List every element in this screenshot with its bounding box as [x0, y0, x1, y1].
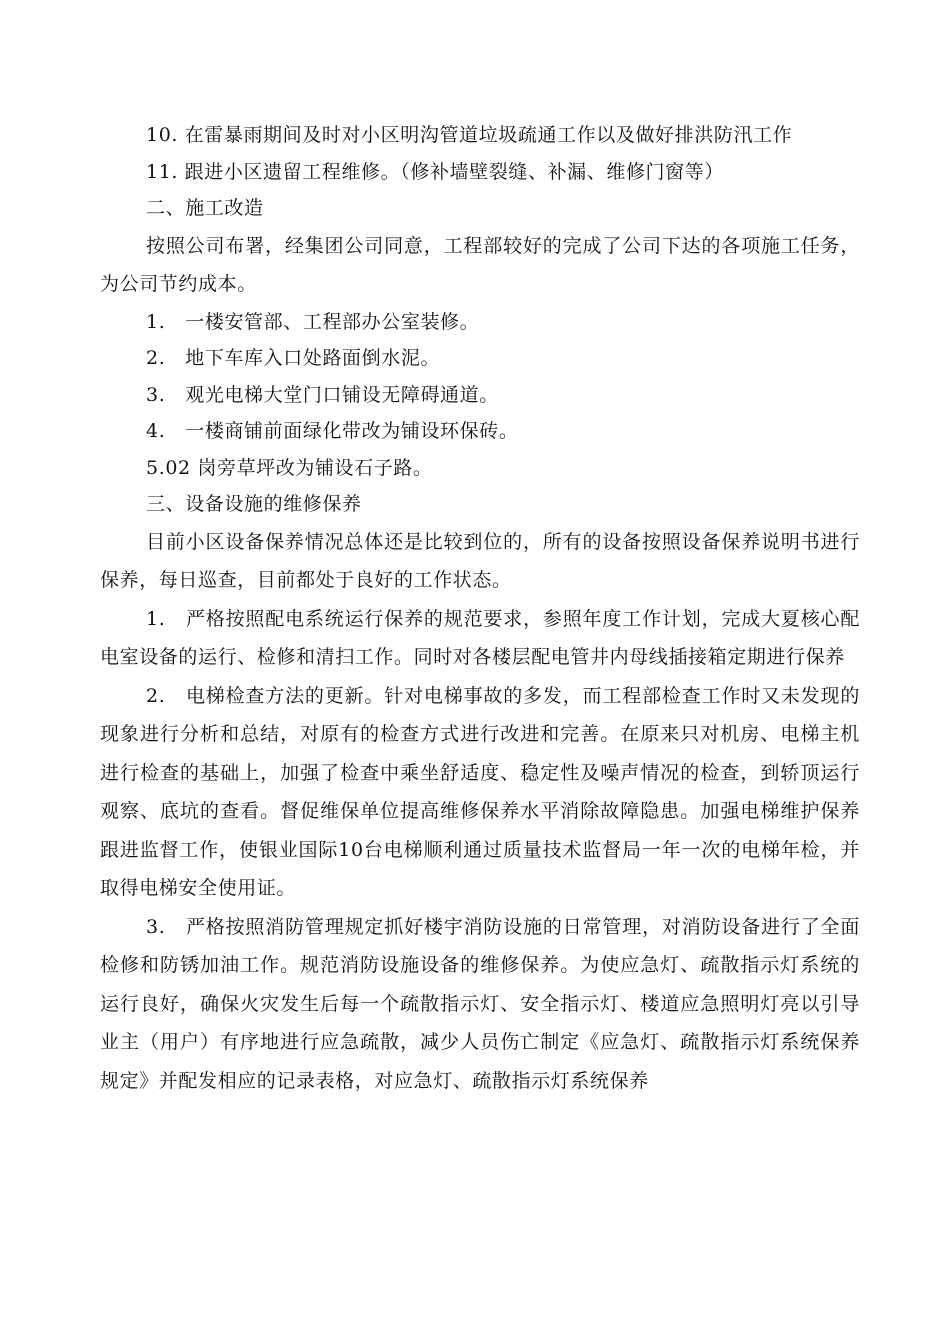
list-item: 5.02 岗旁草坪改为铺设石子路。	[146, 456, 433, 479]
list-item: 1. 一楼安管部、工程部办公室装修。	[146, 310, 480, 333]
paragraph-equipment: 目前小区设备保养情况总体还是比较到位的，所有的设备按照设备保养说明书进行保养，每日巡查，目前都处于良好的工作状态。	[100, 530, 860, 591]
list-item: 4. 一楼商铺前面绿化带改为铺设环保砖。	[146, 420, 519, 442]
paragraph-item-3: 3. 严格按照消防管理规定抓好楼宇消防设施的日常管理，对消防设备进行了全面检修和防锈加油工作。规范消防设施设备的维修保养。为使应急灯、疏散指示灯系统的运行良好，确保火灾发生后每一个疏散指示灯、安全指示灯、楼道应急照明灯亮以引导业主（用户）有序地进行应急疏散，减少人员伤亡制定《应急灯、疏散指示灯系统保养规定》并配发相应的记录表格，对应急灯、疏散指示灯系统保养	[100, 915, 860, 1092]
intro-lines	[100, 117, 860, 227]
paragraph-item-1: 1. 严格按照配电系统运行保养的规范要求，参照年度工作计划，完成大夏核心配电室设备的运行、检修和清扫工作。同时对各楼层配电管井内母线插接箱定期进行保养	[100, 607, 860, 668]
construction-list	[100, 304, 860, 523]
document-body	[100, 117, 860, 1100]
list-item: 2. 地下车库入口处路面倒水泥。	[146, 347, 441, 369]
list-item: 3. 观光电梯大堂门口铺设无障碍通道。	[146, 383, 499, 406]
list-item: 10. 在雷暴雨期间及时对小区明沟管道垃圾疏通工作以及做好排洪防汛工作	[146, 124, 793, 146]
paragraph-item-2: 2. 电梯检查方法的更新。针对电梯事故的多发，而工程部检查工作时又未发现的现象进行分析和总结，对原有的检查方式进行改进和完善。在原来只对机房、电梯主机进行检查的基础上，加强了检查中乘坐舒适度、稳定性及噪声情况的检查，到轿顶运行观察、底坑的查看。督促维保单位提高维修保养水平消除故障隐患。加强电梯维护保养跟进监督工作，使银业国际10台电梯顺利通过质量技术监督局一年一次的电梯年检，并取得电梯安全使用证。	[100, 684, 860, 899]
paragraph-construction: 按照公司布署，经集团公司同意，工程部较好的完成了公司下达的各项施工任务，为公司节约成本。	[100, 234, 860, 295]
list-item: 11. 跟进小区遗留工程维修。（修补墙壁裂缝、补漏、维修门窗等）	[146, 160, 724, 183]
section-heading: 二、施工改造	[146, 197, 264, 219]
section-heading: 三、设备设施的维修保养	[146, 493, 362, 515]
